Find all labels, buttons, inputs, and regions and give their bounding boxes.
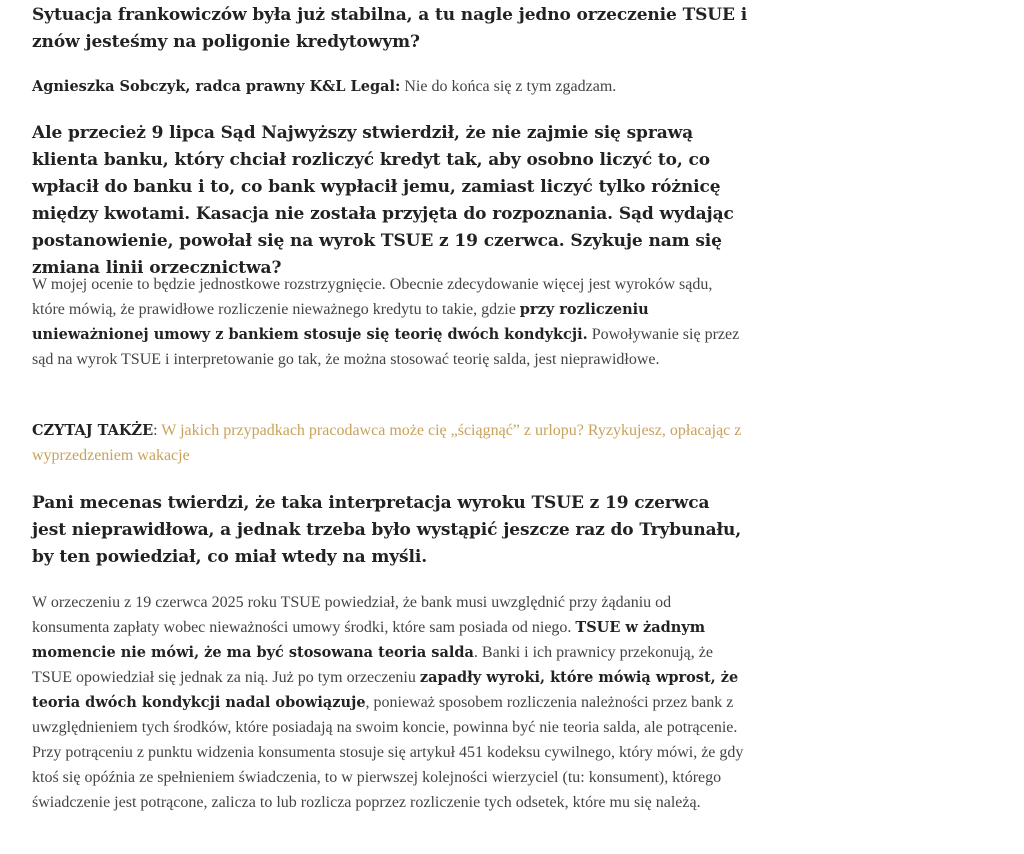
see-also-separator: : bbox=[153, 422, 162, 439]
interview-question-3: Pani mecenas twierdzi, że taka interpretacja wyroku TSUE z 19 czerwca jest nieprawidłowa, a jednak trzeba było wystąpić jeszcze raz do Trybunału, by ten powiedział, co miał wtedy na myśli. bbox=[32, 493, 742, 567]
answer-paragraph-2 bbox=[32, 590, 748, 815]
paragraph-bold-text: zapadły wyroki, które mówią wprost, że teoria dwóch kondykcji nadal obowiązuje bbox=[32, 669, 739, 711]
see-also-link[interactable]: W jakich przypadkach pracodawca może cię „ściągnąć” z urlopu? Ryzykujesz, opłacając z wyprzedzeniem wakacje bbox=[32, 422, 742, 464]
paragraph-text: W orzeczeniu z 19 czerwca 2025 roku TSUE powiedział, że bank musi uwzględnić przy żądaniu od konsumenta zapłaty wobec nieważności umowy środki, które sam posiada od niego. bbox=[32, 594, 672, 636]
paragraph-text: , ponieważ sposobem rozliczenia należności przez bank z uwzględnieniem tych środków, które posiadają na swoim koncie, powinna być nie teoria salda, ale potrącenie. Przy potrąceniu z punktu widzenia konsumenta stosuje się artykuł 451 kodeksu cywilnego, który mówi, że gdy ktoś się opóźnia ze spełnieniem świadczenia, to w pierwszej kolejności wierzyciel (tu: konsument), którego świadczenie jest potrącone, zalicza to lub rozlicza poprzez rozliczenie tych odsetek, które mu się należą. bbox=[32, 694, 744, 811]
paragraph-bold-text: TSUE w żadnym momencie nie mówi, że ma być stosowana teoria salda bbox=[32, 619, 706, 661]
interview-question-1: Sytuacja frankowiczów była już stabilna, a tu nagle jedno orzeczenie TSUE i znów jesteśmy na poligonie kredytowym? bbox=[32, 5, 748, 52]
interview-question-2: Ale przecież 9 lipca Sąd Najwyższy stwierdził, że nie zajmie się sprawą klienta banku, który chciał rozliczyć kredyt tak, aby osobno liczyć to, co wpłacił do banku i to, co bank wypłacił jemu, zamiast liczyć tylko różnicę między kwotami. Kasacja nie została przyjęta do rozpoznania. Sąd wydając postanowienie, powołał się na wyrok TSUE z 19 czerwca. Szykuje nam się zmiana linii orzecznictwa? bbox=[32, 123, 734, 278]
see-also-label: CZYTAJ TAKŻE bbox=[32, 422, 154, 439]
paragraph-text: W mojej ocenie to będzie jednostkowe rozstrzygnięcie. Obecnie zdecydowanie więcej jest wyroków sądu, które mówią, że prawidłowe rozliczenie nieważnego kredytu to takie, gdzie bbox=[32, 276, 713, 318]
paragraph-bold-text: przy rozliczeniu unieważnionej umowy z bankiem stosuje się teorię dwóch kondykcji. bbox=[32, 301, 649, 343]
interview-answer-intro bbox=[32, 74, 616, 99]
speaker-name: Agnieszka Sobczyk, radca prawny K&L Legal: bbox=[32, 78, 401, 95]
answer-paragraph-1 bbox=[32, 272, 748, 372]
see-also-box bbox=[32, 418, 748, 468]
paragraph-text: . Banki i ich prawnicy przekonują, że TSUE opowiedział się jednak za nią. Już po tym orzeczeniu bbox=[32, 644, 713, 686]
paragraph-text: Powoływanie się przez sąd na wyrok TSUE i interpretowanie go tak, że można stosować teorię salda, jest nieprawidłowe. bbox=[32, 326, 740, 368]
answer-text: Nie do końca się z tym zgadzam. bbox=[400, 78, 617, 95]
